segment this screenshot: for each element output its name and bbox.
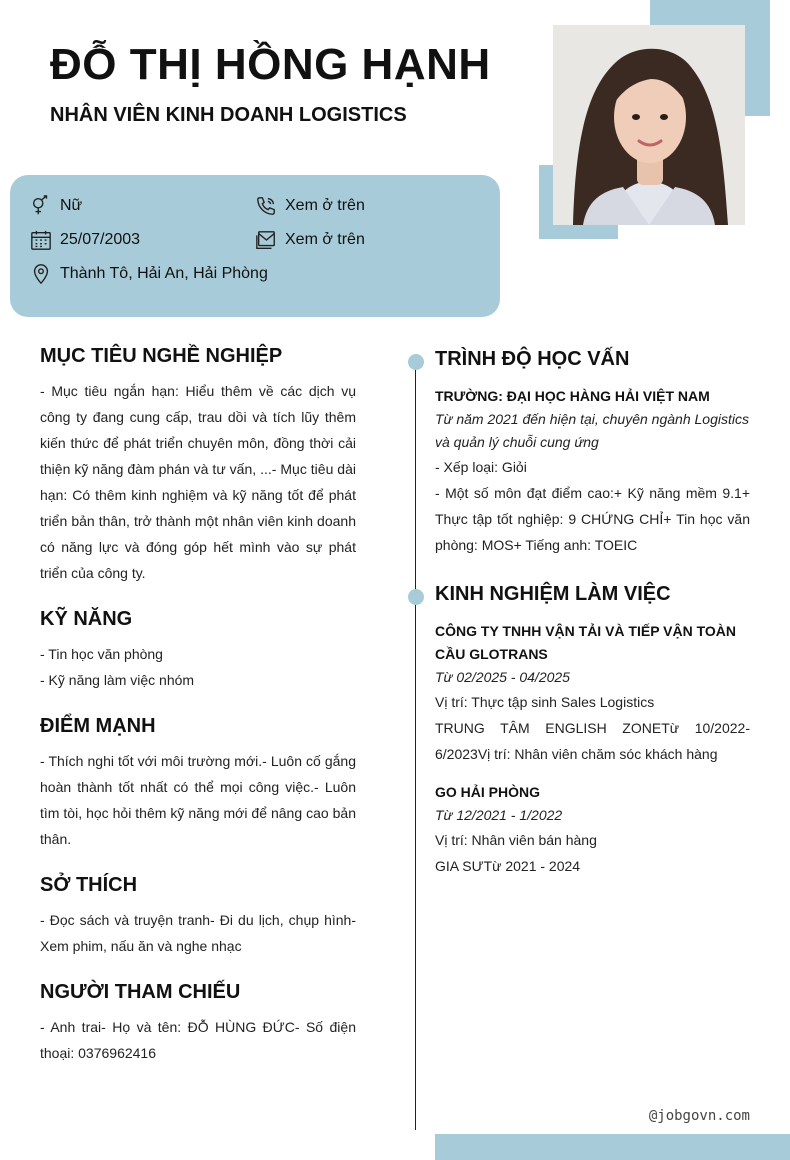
timeline-dot-education (408, 354, 424, 370)
gender-icon (30, 195, 52, 217)
dob-item (30, 229, 140, 251)
job-period: Từ 02/2025 - 04/2025 (435, 669, 570, 685)
job-position: Vị trí: Nhân viên bán hàng (435, 832, 597, 848)
education-section (435, 348, 750, 583)
skills-section (40, 608, 356, 693)
experience-title: KINH NGHIỆM LÀM VIỆC (435, 583, 671, 605)
timeline-dot-experience (408, 589, 424, 605)
hobbies-title: SỞ THÍCH (40, 874, 138, 896)
calendar-icon (30, 229, 52, 251)
dob-value: 25/07/2003 (60, 231, 141, 248)
timeline-line (415, 360, 416, 1130)
job-company: CÔNG TY TNHH VẬN TẢI VÀ TIẾP VẬN TOÀN CẦU GLOTRANS (435, 623, 737, 662)
job-position: Vị trí: Thực tập sinh Sales Logistics (435, 694, 655, 710)
personal-info-box (10, 175, 500, 317)
objective-title: MỤC TIÊU NGHỀ NGHIỆP (40, 345, 283, 367)
education-details: - Một số môn đạt điểm cao:+ Kỹ năng mềm 9.1+ Thực tập tốt nghiệp: 9 CHỨNG CHỈ+ Tin học văn phòng: MOS+ Tiếng anh: TOEIC (435, 485, 750, 553)
gender-item (30, 195, 82, 217)
education-title: TRÌNH ĐỘ HỌC VẤN (435, 348, 630, 370)
skill-item: - Kỹ năng làm việc nhóm (40, 672, 195, 688)
portrait-photo (553, 25, 745, 225)
job-title: NHÂN VIÊN KINH DOANH LOGISTICS (50, 104, 407, 126)
location-icon (30, 263, 52, 285)
job-company: GO HẢI PHÒNG (435, 784, 541, 800)
skill-item: - Tin học văn phòng (40, 646, 163, 662)
portrait-illustration (553, 25, 745, 225)
objective-text: - Mục tiêu ngắn hạn: Hiểu thêm về các dịch vụ công ty đang cung cấp, trau dồi và tích lũy thêm kiến thức để phát triển chuyên môn, đồng thời cải thiện kỹ năng đàm phán và tư vấn, ...- Mục tiêu dài hạn: Có thêm kinh nghiệm và kỹ năng tốt để phát triển bản thân, trở thành một nhân viên kinh doanh có năng lực và đóng góp hết mình vào sự phát triển của công ty. (40, 383, 356, 581)
gender-value: Nữ (60, 197, 83, 214)
education-grade: - Xếp loại: Giỏi (435, 459, 527, 475)
email-value: Xem ở trên (285, 231, 365, 248)
education-school: TRƯỜNG: ĐẠI HỌC HÀNG HẢI VIỆT NAM (435, 388, 710, 404)
job-entry (435, 781, 750, 879)
phone-icon (255, 195, 277, 217)
hobbies-section (40, 874, 356, 959)
strengths-text: - Thích nghi tốt với môi trường mới.- Luôn cố gắng hoàn thành tốt nhất có thể mọi công việc.- Luôn tìm tòi, học hỏi thêm kỹ năng mới để nâng cao bản thân. (40, 753, 356, 847)
education-period: Từ năm 2021 đến hiện tại, chuyên ngành Logistics và quản lý chuỗi cung ứng (435, 411, 749, 450)
job-period: Từ 12/2021 - 1/2022 (435, 807, 563, 823)
site-watermark: @jobgovn.com (648, 1108, 750, 1124)
job-entry (435, 620, 750, 767)
objective-section (40, 345, 356, 586)
job-extra: TRUNG TÂM ENGLISH ZONETừ 10/2022- 6/2023Vị trí: Nhân viên chăm sóc khách hàng (435, 720, 750, 762)
email-item[interactable] (255, 229, 365, 251)
references-title: NGƯỜI THAM CHIẾU (40, 981, 241, 1003)
skills-title: KỸ NĂNG (40, 608, 133, 630)
strengths-section (40, 715, 356, 852)
left-column (40, 345, 356, 1088)
phone-value: Xem ở trên (285, 197, 365, 214)
address-item (30, 263, 268, 285)
phone-item[interactable] (255, 195, 365, 217)
address-value: Thành Tô, Hải An, Hải Phòng (60, 265, 268, 282)
candidate-name: ĐỖ THỊ HỒNG HẠNH (50, 40, 491, 89)
job-extra: GIA SƯTừ 2021 - 2024 (435, 858, 581, 874)
hobbies-text: - Đọc sách và truyện tranh- Đi du lịch, chụp hình- Xem phim, nấu ăn và nghe nhạc (40, 912, 356, 954)
mail-icon (255, 229, 277, 251)
references-section (40, 981, 356, 1066)
references-text: - Anh trai- Họ và tên: ĐỖ HÙNG ĐỨC- Số điện thoại: 0376962416 (40, 1019, 356, 1061)
right-column (435, 348, 750, 893)
experience-section (435, 583, 750, 879)
strengths-title: ĐIỂM MẠNH (40, 715, 156, 737)
footer-deco-bar (435, 1134, 790, 1160)
